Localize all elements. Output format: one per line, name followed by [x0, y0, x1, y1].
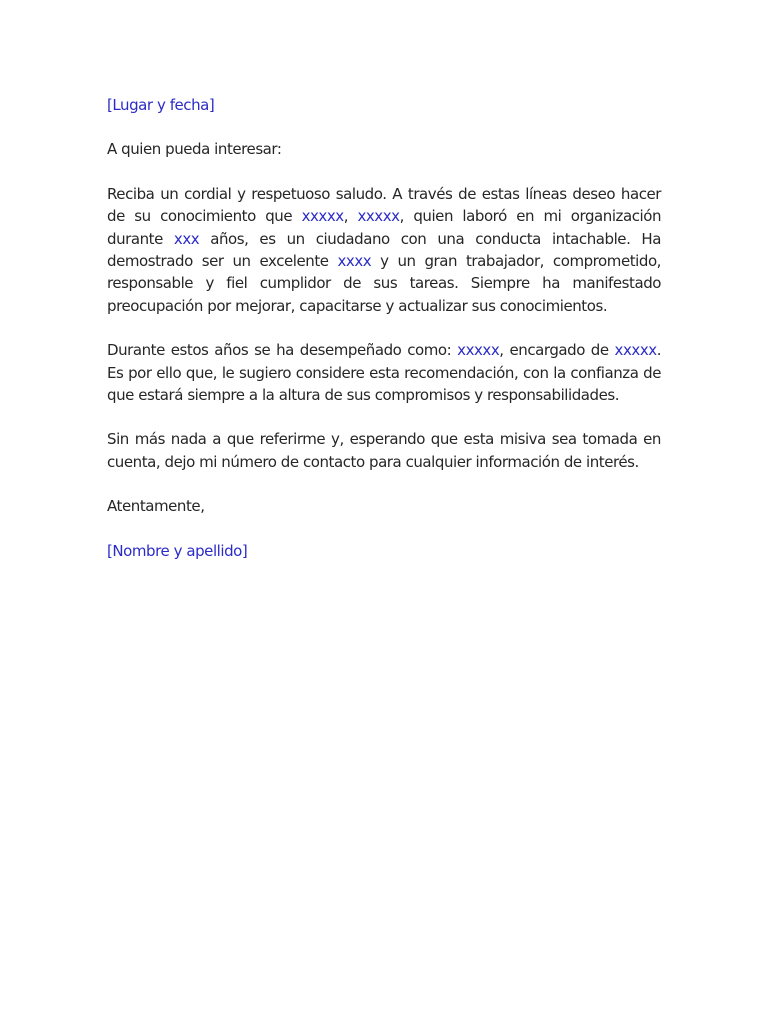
paragraph-intro-text-3: , quien laboró en mi organización durante — [107, 207, 662, 248]
placeholder-department: xxxxx — [614, 341, 657, 360]
placeholder-years: xxx — [173, 229, 200, 248]
paragraph-intro-text-2: , — [343, 207, 358, 226]
greeting: A quien pueda interesar: — [107, 140, 282, 159]
place-date-placeholder: [Lugar y fecha] — [107, 96, 215, 114]
placeholder-role: xxxx — [337, 252, 372, 271]
paragraph-duties-text-1: Durante estos años se ha desempeñado como: — [107, 341, 458, 360]
placeholder-name-1: xxxxx — [301, 207, 344, 226]
paragraph-duties-text-3: . Es por ello que, le sugiero considere esta recomendación, con la confianza de que estará siempre a la altura de sus compromisos y responsabilidades. — [107, 341, 662, 405]
paragraph-intro-text-5: y un gran trabajador, comprometido, responsable y fiel cumplidor de sus tareas. Siempre ha manifestado preocupación por mejorar, capacitarse y actualizar sus conocimientos. — [107, 252, 661, 315]
closing-salutation: Atentamente, — [107, 497, 205, 516]
paragraph-duties-text-2: , encargado de — [499, 341, 615, 360]
paragraph-duties — [107, 339, 661, 406]
signature-name-placeholder: [Nombre y apellido] — [107, 541, 248, 560]
paragraph-intro-text-4: años, es un ciudadano con una conducta intachable. Ha demostrado ser un excelente — [107, 229, 661, 271]
paragraph-intro-text-1: Reciba un cordial y respetuoso saludo. A través de estas líneas deseo hacer de su conocimiento que — [107, 184, 661, 226]
paragraph-closing: Sin más nada a que referirme y, esperando que esta misiva sea tomada en cuenta, dejo mi número de contacto para cualquier información de interés. — [107, 430, 661, 471]
placeholder-position: xxxxx — [457, 341, 500, 360]
paragraph-intro — [107, 183, 661, 317]
letter-document — [107, 94, 661, 562]
placeholder-name-2: xxxxx — [357, 207, 400, 226]
